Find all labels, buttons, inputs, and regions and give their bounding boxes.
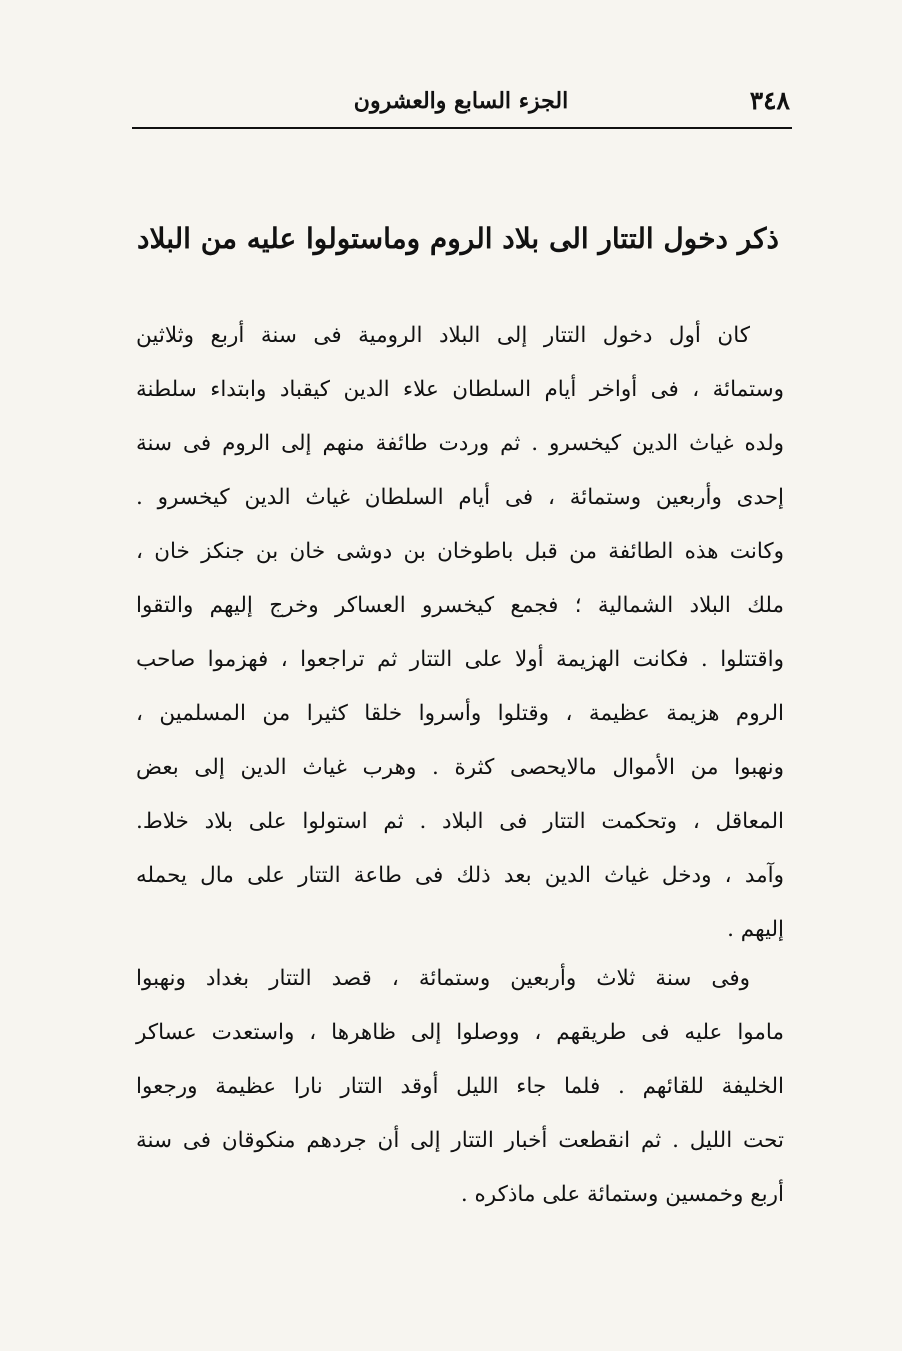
text-line: الروم هزيمة عظيمة ، وقتلوا وأسروا خلقا كثيرا من المسلمين ، bbox=[136, 701, 784, 726]
text-line: إحدى وأربعين وستمائة ، فى أيام السلطان غياث الدين كيخسرو . bbox=[136, 485, 784, 510]
paragraph-2 bbox=[136, 952, 784, 1222]
section-title: ذكر دخول التتار الى بلاد الروم وماستولوا عليه من البلاد bbox=[137, 222, 779, 255]
paragraph-1 bbox=[136, 309, 784, 957]
text-line: ولده غياث الدين كيخسرو . ثم وردت طائفة منهم إلى الروم فى سنة bbox=[136, 431, 784, 456]
text-line: وآمد ، ودخل غياث الدين بعد ذلك فى طاعة التتار على مال يحمله bbox=[136, 863, 784, 888]
text-line: المعاقل ، وتحكمت التتار فى البلاد . ثم استولوا على بلاد خلاط. bbox=[136, 809, 784, 834]
text-line: أربع وخمسين وستمائة على ماذكره . bbox=[460, 1182, 784, 1207]
text-line: الخليفة للقائهم . فلما جاء الليل أوقد التتار نارا عظيمة ورجعوا bbox=[136, 1074, 784, 1099]
text-line: تحت الليل . ثم انقطعت أخبار التتار إلى أن جردهم منكوقان فى سنة bbox=[136, 1128, 784, 1153]
text-line: ونهبوا من الأموال مالايحصى كثرة . وهرب غياث الدين إلى بعض bbox=[136, 755, 784, 780]
text-line: واقتتلوا . فكانت الهزيمة أولا على التتار ثم تراجعوا ، فهزموا صاحب bbox=[136, 647, 784, 672]
text-line: ملك البلاد الشمالية ؛ فجمع كيخسرو العساكر وخرج إليهم والتقوا bbox=[136, 593, 784, 618]
text-line: ماموا عليه فى طريقهم ، ووصلوا إلى ظاهرها ، واستعدت عساكر bbox=[136, 1020, 784, 1045]
text-line: وستمائة ، فى أواخر أيام السلطان علاء الدين كيقباد وابتداء سلطنة bbox=[136, 377, 784, 402]
text-line: إليهم . bbox=[727, 917, 784, 942]
text-line: وكانت هذه الطائفة من قبل باطوخان بن دوشى خان بن جنكز خان ، bbox=[136, 539, 784, 564]
running-title: الجزء السابع والعشرون bbox=[353, 88, 569, 114]
page-header bbox=[132, 86, 790, 120]
text-line: وفى سنة ثلاث وأربعين وستمائة ، قصد التتار بغداد ونهبوا bbox=[136, 966, 750, 991]
text-line: كان أول دخول التتار إلى البلاد الرومية فى سنة أربع وثلاثين bbox=[136, 323, 750, 348]
page-number: ٣٤٨ bbox=[749, 86, 790, 115]
header-rule bbox=[132, 127, 792, 129]
